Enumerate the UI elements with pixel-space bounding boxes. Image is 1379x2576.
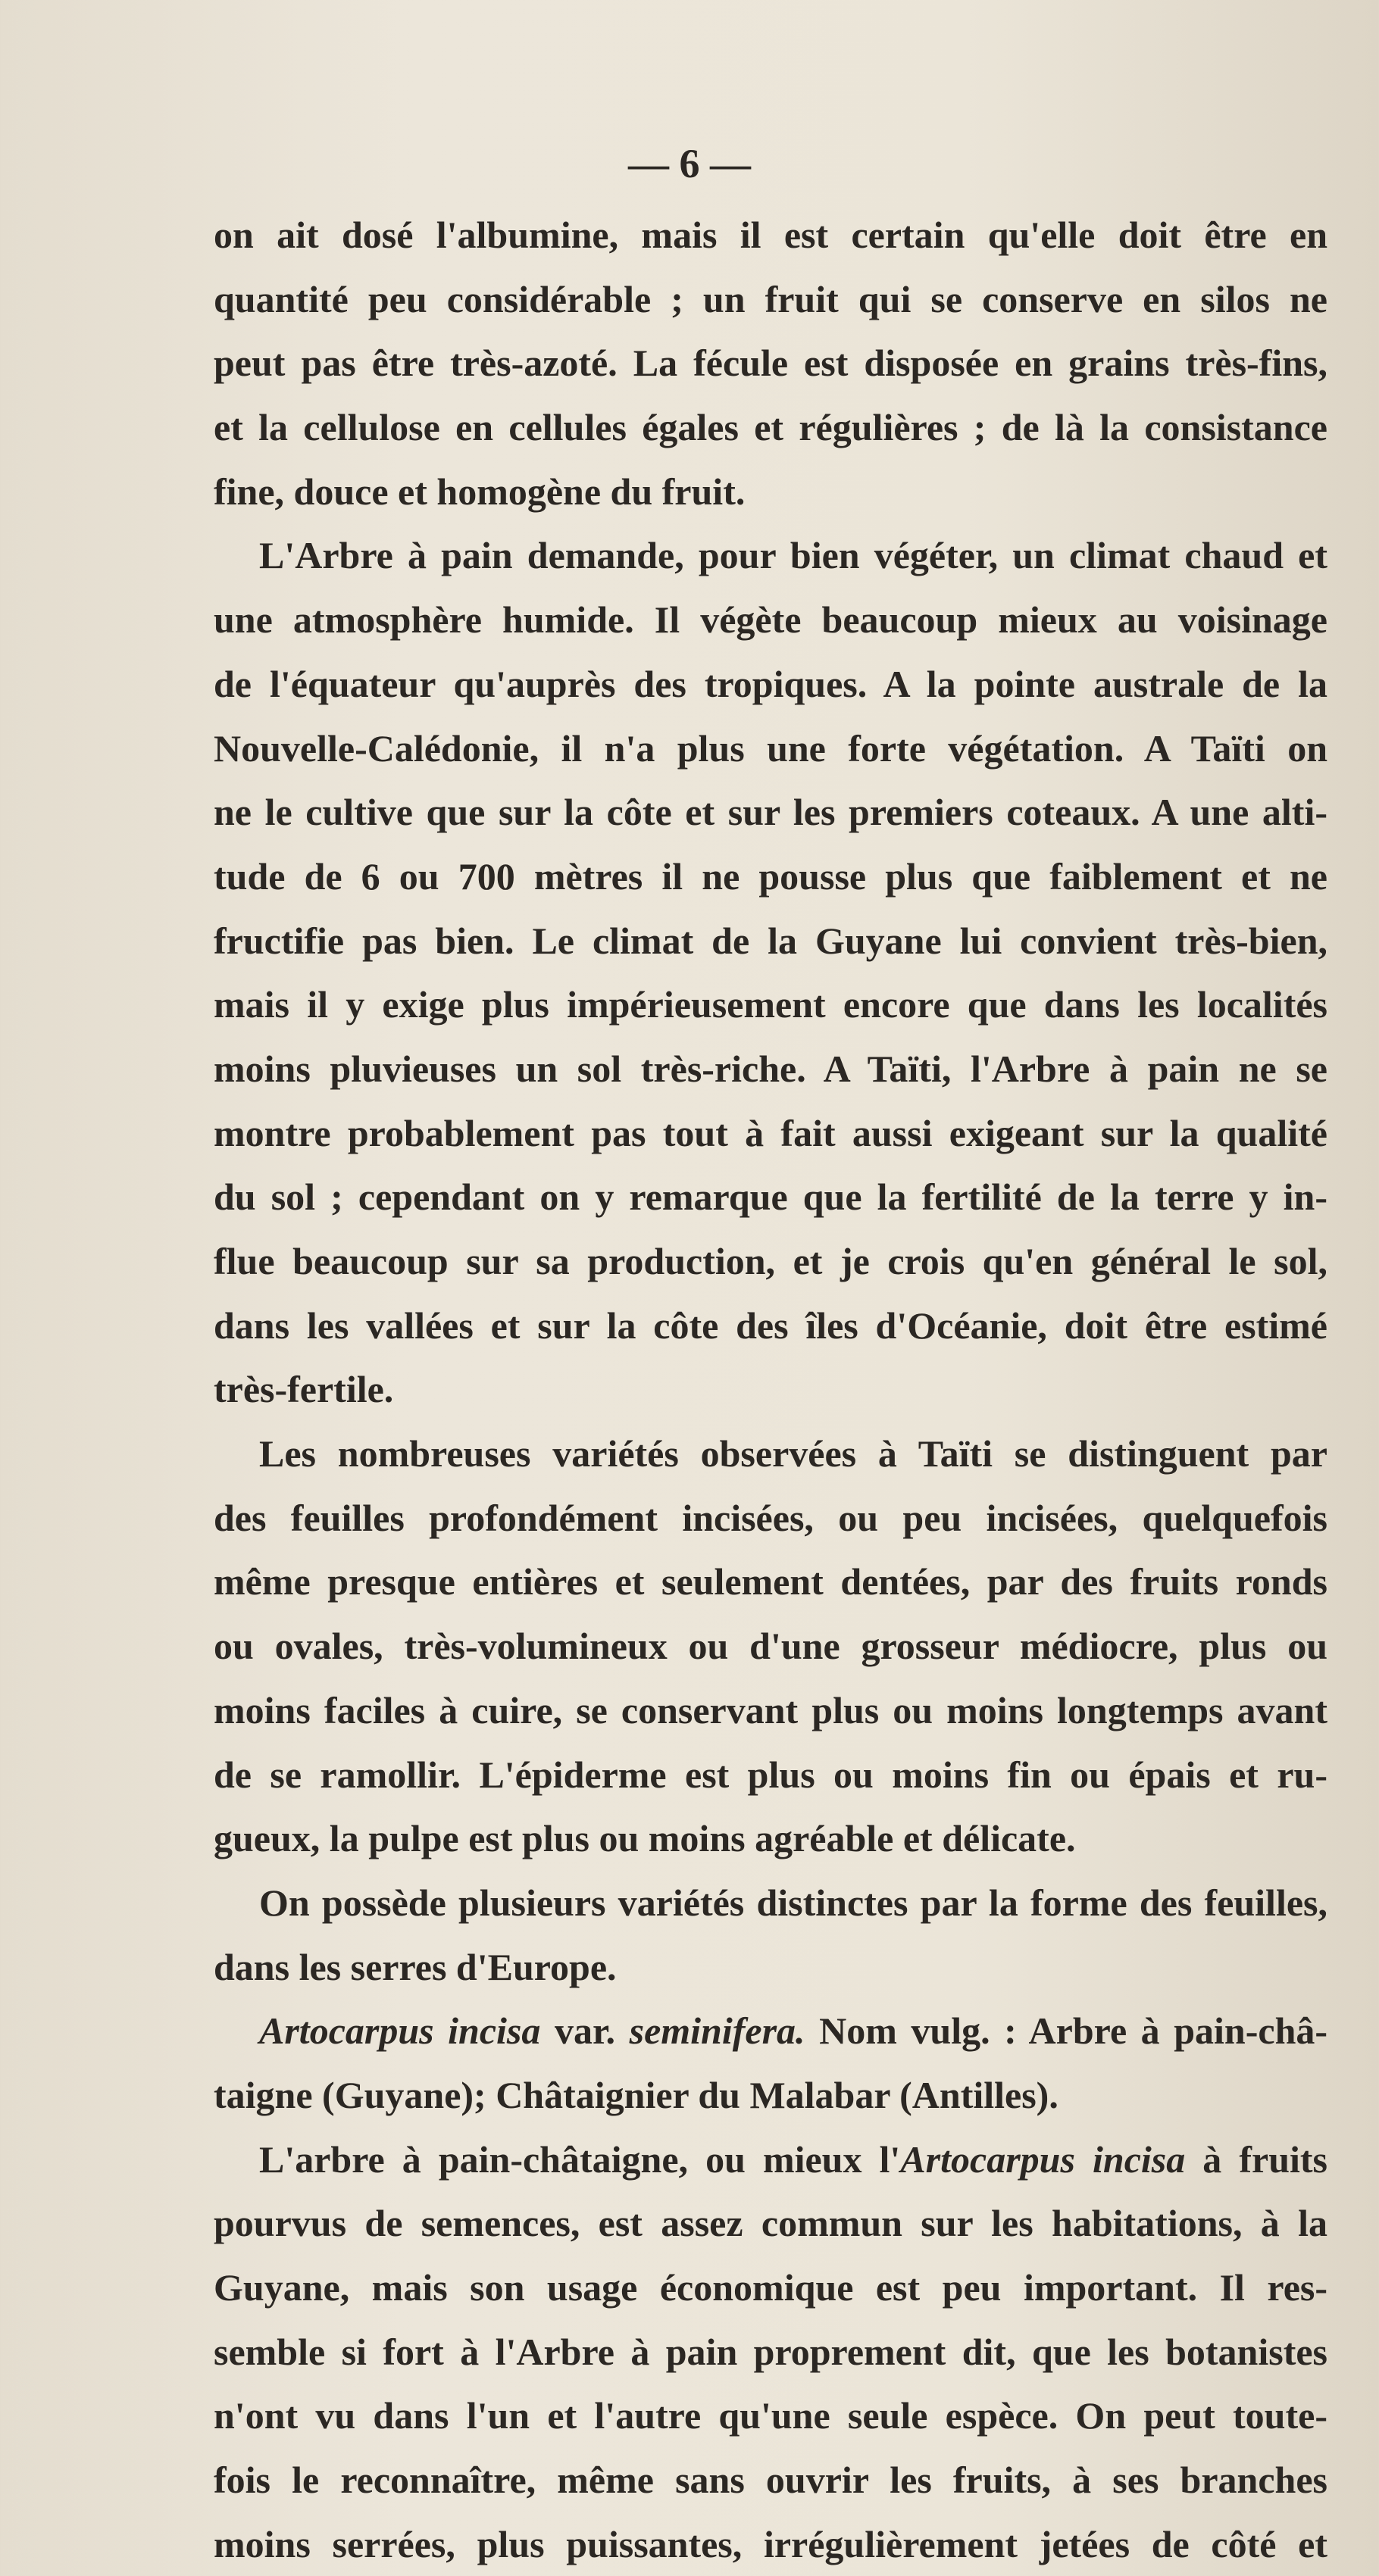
text-line: moins serrées, plus puissantes, irrégulièrement jetées de côté et	[214, 2522, 1327, 2565]
text-line: fine, douce et homogène du fruit.	[214, 470, 746, 513]
text-line: fois le reconnaître, même sans ouvrir les fruits, à ses branches	[214, 2459, 1327, 2502]
text-line: Guyane, mais son usage économique est peu important. Il res-	[214, 2266, 1327, 2309]
text-line	[214, 2128, 1327, 2192]
text-line: mais il y exige plus impérieusement encore que dans les localités	[214, 983, 1327, 1026]
text-line: Les nombreuses variétés observées à Taïti se distinguent par	[259, 1432, 1327, 1475]
text-line: et la cellulose en cellules égales et régulières ; de là la consistance	[214, 406, 1327, 449]
text-line: une atmosphère humide. Il végète beaucoup mieux au voisinage	[214, 598, 1327, 642]
variety-name: seminifera.	[629, 2009, 805, 2053]
variety-heading	[214, 1999, 1327, 2063]
text-line: taigne (Guyane); Châtaignier du Malabar (Antilles).	[214, 2073, 1058, 2116]
text-line: peut pas être très-azoté. La fécule est disposée en grains très-fins,	[214, 342, 1327, 385]
text-line: pourvus de semences, est assez commun sur les habitations, à la	[214, 2202, 1327, 2245]
text-span: à fruits	[1185, 2137, 1328, 2181]
body-text	[214, 203, 1327, 2576]
text-line: ne le cultive que sur la côte et sur les premiers coteaux. A une alti-	[214, 791, 1327, 834]
species-name: Artocarpus incisa	[900, 2137, 1186, 2181]
text-line: L'Arbre à pain demande, pour bien végéter, un climat chaud et	[259, 534, 1327, 577]
text-line: On possède plusieurs variétés distinctes par la forme des feuilles,	[259, 1881, 1327, 1924]
text-line: dans les serres d'Europe.	[214, 1945, 617, 1988]
text-line: du sol ; cependant on y remarque que la fertilité de la terre y in-	[214, 1176, 1327, 1219]
text-line: fructifie pas bien. Le climat de la Guyane lui convient très-bien,	[214, 919, 1327, 962]
vernacular-names: Nom vulg. : Arbre à pain-châ-	[819, 2009, 1328, 2053]
text-line: moins pluvieuses un sol très-riche. A Taïti, l'Arbre à pain ne se	[214, 1047, 1327, 1090]
text-line: n'ont vu dans l'un et l'autre qu'une seule espèce. On peut toute-	[214, 2394, 1327, 2437]
text-line: semble si fort à l'Arbre à pain proprement dit, que les botanistes	[214, 2330, 1327, 2373]
text-line: tude de 6 ou 700 mètres il ne pousse plus que faiblement et ne	[214, 854, 1327, 898]
page-number: — 6 —	[628, 141, 751, 186]
var-label: var.	[554, 2009, 616, 2053]
text-line: dans les vallées et sur la côte des îles d'Océanie, doit être estimé	[214, 1304, 1327, 1347]
text-line: quantité peu considérable ; un fruit qui se conserve en silos ne	[214, 277, 1327, 320]
text-line: Nouvelle-Calédonie, il n'a plus une forte végétation. A Taïti on	[214, 726, 1327, 770]
text-line: moins faciles à cuire, se conservant plus ou moins longtemps avant	[214, 1688, 1327, 1731]
text-line: gueux, la pulpe est plus ou moins agréable et délicate.	[214, 1817, 1076, 1860]
text-line: très-fertile.	[214, 1368, 394, 1411]
species-name: Artocarpus incisa	[259, 2009, 541, 2053]
text-line: de se ramollir. L'épiderme est plus ou moins fin ou épais et ru-	[214, 1753, 1327, 1796]
text-line: ou ovales, très-volumineux ou d'une grosseur médiocre, plus ou	[214, 1625, 1327, 1668]
text-line: montre probablement pas tout à fait aussi exigeant sur la qualité	[214, 1111, 1327, 1154]
text-line: même presque entières et seulement dentées, par des fruits ronds	[214, 1560, 1327, 1603]
text-line: de l'équateur qu'auprès des tropiques. A la pointe australe de la	[214, 662, 1327, 705]
text-span: L'arbre à pain-châtaigne, ou mieux l'	[259, 2137, 901, 2181]
text-line: flue beaucoup sur sa production, et je crois qu'en général le sol,	[214, 1240, 1327, 1282]
text-line: des feuilles profondément incisées, ou peu incisées, quelquefois	[214, 1496, 1327, 1539]
text-line: on ait dosé l'albumine, mais il est certain qu'elle doit être en	[214, 214, 1327, 256]
